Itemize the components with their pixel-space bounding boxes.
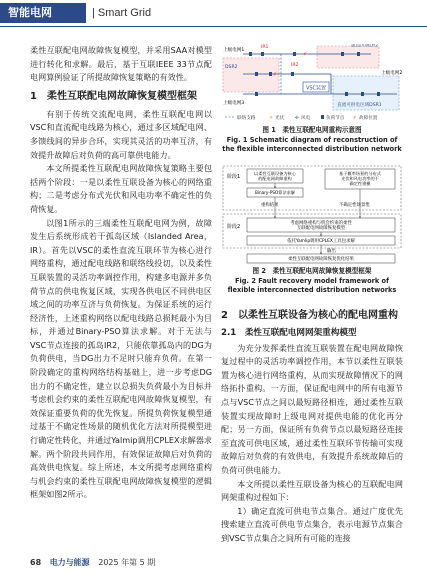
legend-wind: 风电 — [301, 116, 311, 121]
page-footer — [30, 557, 161, 568]
figure-2-caption-cn: 图 2 柔性互联配电网故障恢复模型框架 — [252, 267, 372, 275]
fault-mark-icon: ⚡ — [273, 71, 278, 78]
grid-label-1: 上级电网1 — [223, 48, 245, 53]
legend-pv: 光伏 — [275, 116, 285, 121]
figure-1-caption — [221, 126, 403, 155]
stage-1-label: 阶段1 — [227, 174, 241, 180]
dsr2-label: DSR2 — [225, 65, 238, 70]
right-column-text — [221, 304, 403, 546]
pv-icon: ☀ — [269, 116, 274, 121]
figure-1-caption-cn: 图 1 柔性互联配电网重构示意图 — [262, 126, 362, 134]
subsection-2-1-title: 2.1 柔性互联配电网网架重构模型 — [221, 328, 357, 338]
dsr1-region-label: 直流可供电区域DSR1 — [337, 103, 382, 108]
left-paragraph-2: 有别于传统交流配电网，柔性互联配电网以VSC和直流配电线路为核心，通过多区域配电网、多馈线间的异步合环，实现其灵活的功率互济，有效提升故障后对负荷的高可靠供电能力。 — [30, 108, 212, 160]
wind-icon: ✣ — [295, 116, 299, 121]
ir2-label: IR2 — [291, 63, 299, 68]
section-2-title: 2 以柔性互联设备为核心的配电网重构 — [221, 310, 398, 321]
figure-1-network-diagram — [221, 44, 403, 122]
journal-name: 电力与能源 — [49, 558, 90, 567]
legend-load: 负荷节点 — [326, 116, 345, 121]
figure-1-caption-en: Fig. 1 Schematic diagram of reconstruction of the flexible interconnected distribution network — [222, 135, 402, 154]
fault-icon: ⚡ — [353, 116, 357, 121]
ir1-label: IR1 — [261, 45, 269, 50]
ir2-region — [317, 46, 379, 68]
box-recovery-model: 考虑网络重构与机会约束的柔性互联配电网故障恢复模型 — [290, 221, 352, 231]
stage-2-label: 阶段2 — [227, 224, 241, 230]
figure-2-framework-flowchart — [221, 164, 403, 265]
issue-label: 2025 年第 5 期 — [98, 558, 156, 567]
box-uncertainty-model: 基于概率场景的分布式光伏和风电功率的不确定性建模 — [339, 171, 381, 186]
page-number: 68 — [30, 558, 42, 567]
figure-2-caption-en: Fig. 2 Fault recovery model framework of flexible interconnected distribution networks — [227, 276, 397, 295]
grid-label-3: 上级电网3 — [223, 101, 245, 106]
section-1-title: 1 柔性互联配电网故障恢复模型框架 — [30, 90, 197, 102]
box-reconfiguration: 以柔性互联设备为核心的配电网故障重构 — [254, 171, 296, 181]
box-solver: 依托Yamlip调用CPLEX工具包求解 — [287, 239, 355, 244]
fault-mark-icon: ⚡ — [303, 51, 308, 58]
box-final-result: 柔性互联配电网故障恢复优化结果 — [288, 257, 354, 262]
page-header — [0, 0, 427, 26]
load-node-icon — [321, 115, 324, 119]
header-divider — [0, 26, 427, 27]
legend-fault: 故障位置 — [359, 116, 378, 121]
reconfig-result-label: 重构结果 — [261, 203, 279, 208]
left-column — [30, 44, 212, 502]
vsc-label: VSC装置 — [305, 85, 327, 92]
right-paragraph-2: 本文所提以柔性互联设备为核心的互联配电网网架重构过程如下： — [221, 478, 403, 503]
figure-2-caption — [221, 267, 403, 296]
box-binary-pso: Binary-PSO算法求解 — [254, 190, 296, 195]
right-paragraph-3: 1）确定直流可供电节点集合。通过广度优先搜索建立直流可供电节点集合，表示电源节点集合到VSC节点集合之间所有可能的连接 — [221, 505, 403, 543]
journal-section-badge: 智能电网 — [0, 3, 86, 23]
legend-tie-branch: 联络支路 — [237, 116, 256, 121]
output-label: 输出 — [327, 249, 336, 254]
left-paragraph-3: 本文所提柔性互联配电网故障恢复策略主要包括两个阶段：一是以柔性互联设备为核心的网络重构；二是考虑分布式光伏和风电功率不确定性的负荷恢复。 — [30, 163, 212, 214]
journal-section-subtitle: | Smart Grid — [92, 7, 152, 19]
left-paragraph-1: 柔性互联配电网故障恢复模型，并采用SAA对模型进行转化和求解。最后，基于互联IEEE 33节点配电网算例验证了所提故障恢复策略的有效性。 — [30, 45, 212, 83]
right-paragraph-1: 为充分发挥柔性直流互联装置在配电网故障恢复过程中的灵活功率调控作用，本节以柔性互联装置为核心进行网络重构，从而实现故障情况下的网络拓扑重构。一方面，保证配电网中的所有电源节点与VSC节点之间以最短路径相连，通过柔性互联装置实现故障时上级电网对提供电能的优化再分配；另一方面，保证所有负荷节点以最短路径连接至直流可供电区域，通过柔性互联环节传输可实现故障后对负荷的有效供电，有效提升系统故障后的负荷可供电能力。 — [221, 342, 403, 475]
island-region-label: 孤岛区域LR2 — [351, 44, 379, 49]
uncertainty-scenario-label: 不确定性场景集 — [339, 203, 370, 208]
left-paragraph-4: 以图1所示的三端柔性互联配电网为例，故障发生后系统形成若干孤岛区域（Islanded Area，IR）。首先以VSC的柔性直流互联环节为核心进行网络重构，通过配电线路和联络线投切，以及柔性互联装置的灵活功率调控作用，构建多电源并多负荷节点的供电恢复区域，实现各供电区不同供电区域之间的功率互济与负荷恢复。为保证系统的运行经济性，上述重构网络以配电线路总损耗最小为目标，并通过Binary-PSO算法求解。对于无法与VSC节点连接的孤岛IR2，只能依靠孤岛内的DG为负荷供电，当DG出力不足时只能弃负荷。在第一阶段确定的重构网络结构基础上，进一步考虑DG出力的不确定性，建立以总损失负荷最小为目标并考虑机会约束的柔性互联配电网故障恢复模型，有效保证重要负荷的优先恢复。所提负荷恢复模型通过基于不确定性场景的随机优化方法对所提模型进行确定性转化，并通过Yalmip调用CPLEX求解器求解。两个阶段共同作用，有效保证故障后对负荷的高效供电恢复。综上所述，本文所提考虑网络重构与机会约束的柔性互联配电网故障恢复模型的逻辑框架如图2所示。 — [30, 217, 212, 500]
grid-label-2: 上级电网2 — [381, 71, 403, 76]
